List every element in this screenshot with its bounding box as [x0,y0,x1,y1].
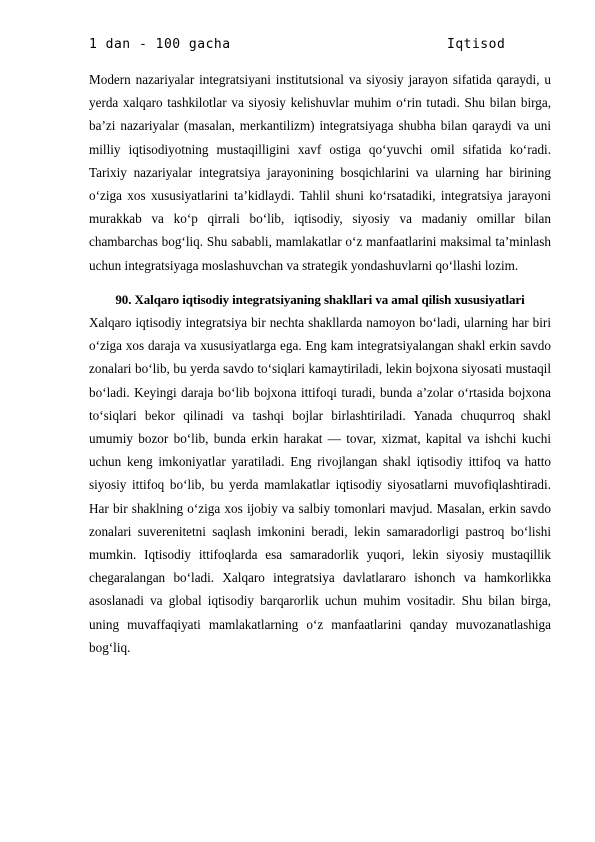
header-subject: Iqtisod [447,37,506,52]
document-body [89,68,551,659]
page-header [89,37,519,57]
paragraph-modern-theories: Modern nazariyalar integratsiyani institutsional va siyosiy jarayon sifatida qaraydi, u yerda xalqaro tashkilotlar va siyosiy kelishuvlar muhim o‘rin tutadi. Shu bilan birga, ba’zi nazariyalar (masalan, merkantilizm) integratsiyaga shubha bilan qaraydi va uni milliy iqtisodiyotning mustaqilligini xavf ostiga qo‘yuvchi omil sifatida ko‘radi. Tarixiy nazariyalar integratsiya jarayonining bosqichlarini va ularning har birining o‘ziga xos xususiyatlarini ta’kidlaydi. Tahlil shuni ko‘rsatadiki, integratsiya jarayoni murakkab va ko‘p qirrali bo‘lib, iqtisodiy, siyosiy va madaniy omillar bilan chambarchas bog‘liq. Shu sababli, mamlakatlar o‘z manfaatlarini maksimal ta’minlash uchun integratsiyaga moslashuvchan va strategik yondashuvlarni qo‘llashi lozim. [89,72,551,273]
header-page-range: 1 dan - 100 gacha [89,37,231,52]
paragraph-integration-forms: Xalqaro iqtisodiy integratsiya bir nechta shakllarda namoyon bo‘ladi, ularning har biri o‘ziga xos daraja va xususiyatlarga ega. Eng kam integratsiyalangan shakl erkin savdo zonalari bo‘lib, bu yerda savdo to‘siqlari kamaytiriladi, lekin bojxona siyosati mustaqil bo‘ladi. Keyingi daraja bo‘lib bojxona ittifoqi turadi, bunda a’zolar o‘rtasida bojxona to‘siqlari bekor qilinadi va tashqi bojlar birlashtiriladi. Yanada chuqurroq shakl umumiy bozor bo‘lib, bunda erkin harakat — tovar, xizmat, kapital va ishchi kuchi uchun keng imkoniyatlar yaratiladi. Eng rivojlangan shakl iqtisodiy ittifoq va hatto siyosiy ittifoq bo‘lib, bu yerda mamlakatlar iqtisodiy siyosatlarni muvofiqlashtiradi. Har bir shaklning o‘ziga xos ijobiy va salbiy tomonlari mavjud. Masalan, erkin savdo zonalari suverenitetni saqlash imkonini beradi, lekin samaradorligi pastroq bo‘lishi mumkin. Iqtisodiy ittifoqlarda esa samaradorlik yuqori, lekin siyosiy mustaqillik chegaralangan bo‘ladi. Xalqaro integratsiya davlatlararo ishonch va hamkorlikka asoslanadi va global iqtisodiy barqarorlik uchun muhim vositadir. Shu bilan birga, uning muvaffaqiyati mamlakatlarning o‘z manfaatlarini qanday muvozanatlashiga bog‘liq. [89,315,551,655]
section-heading: 90. Xalqaro iqtisodiy integratsiyaning shakllari va amal qilish xususiyatlari [115,291,525,307]
